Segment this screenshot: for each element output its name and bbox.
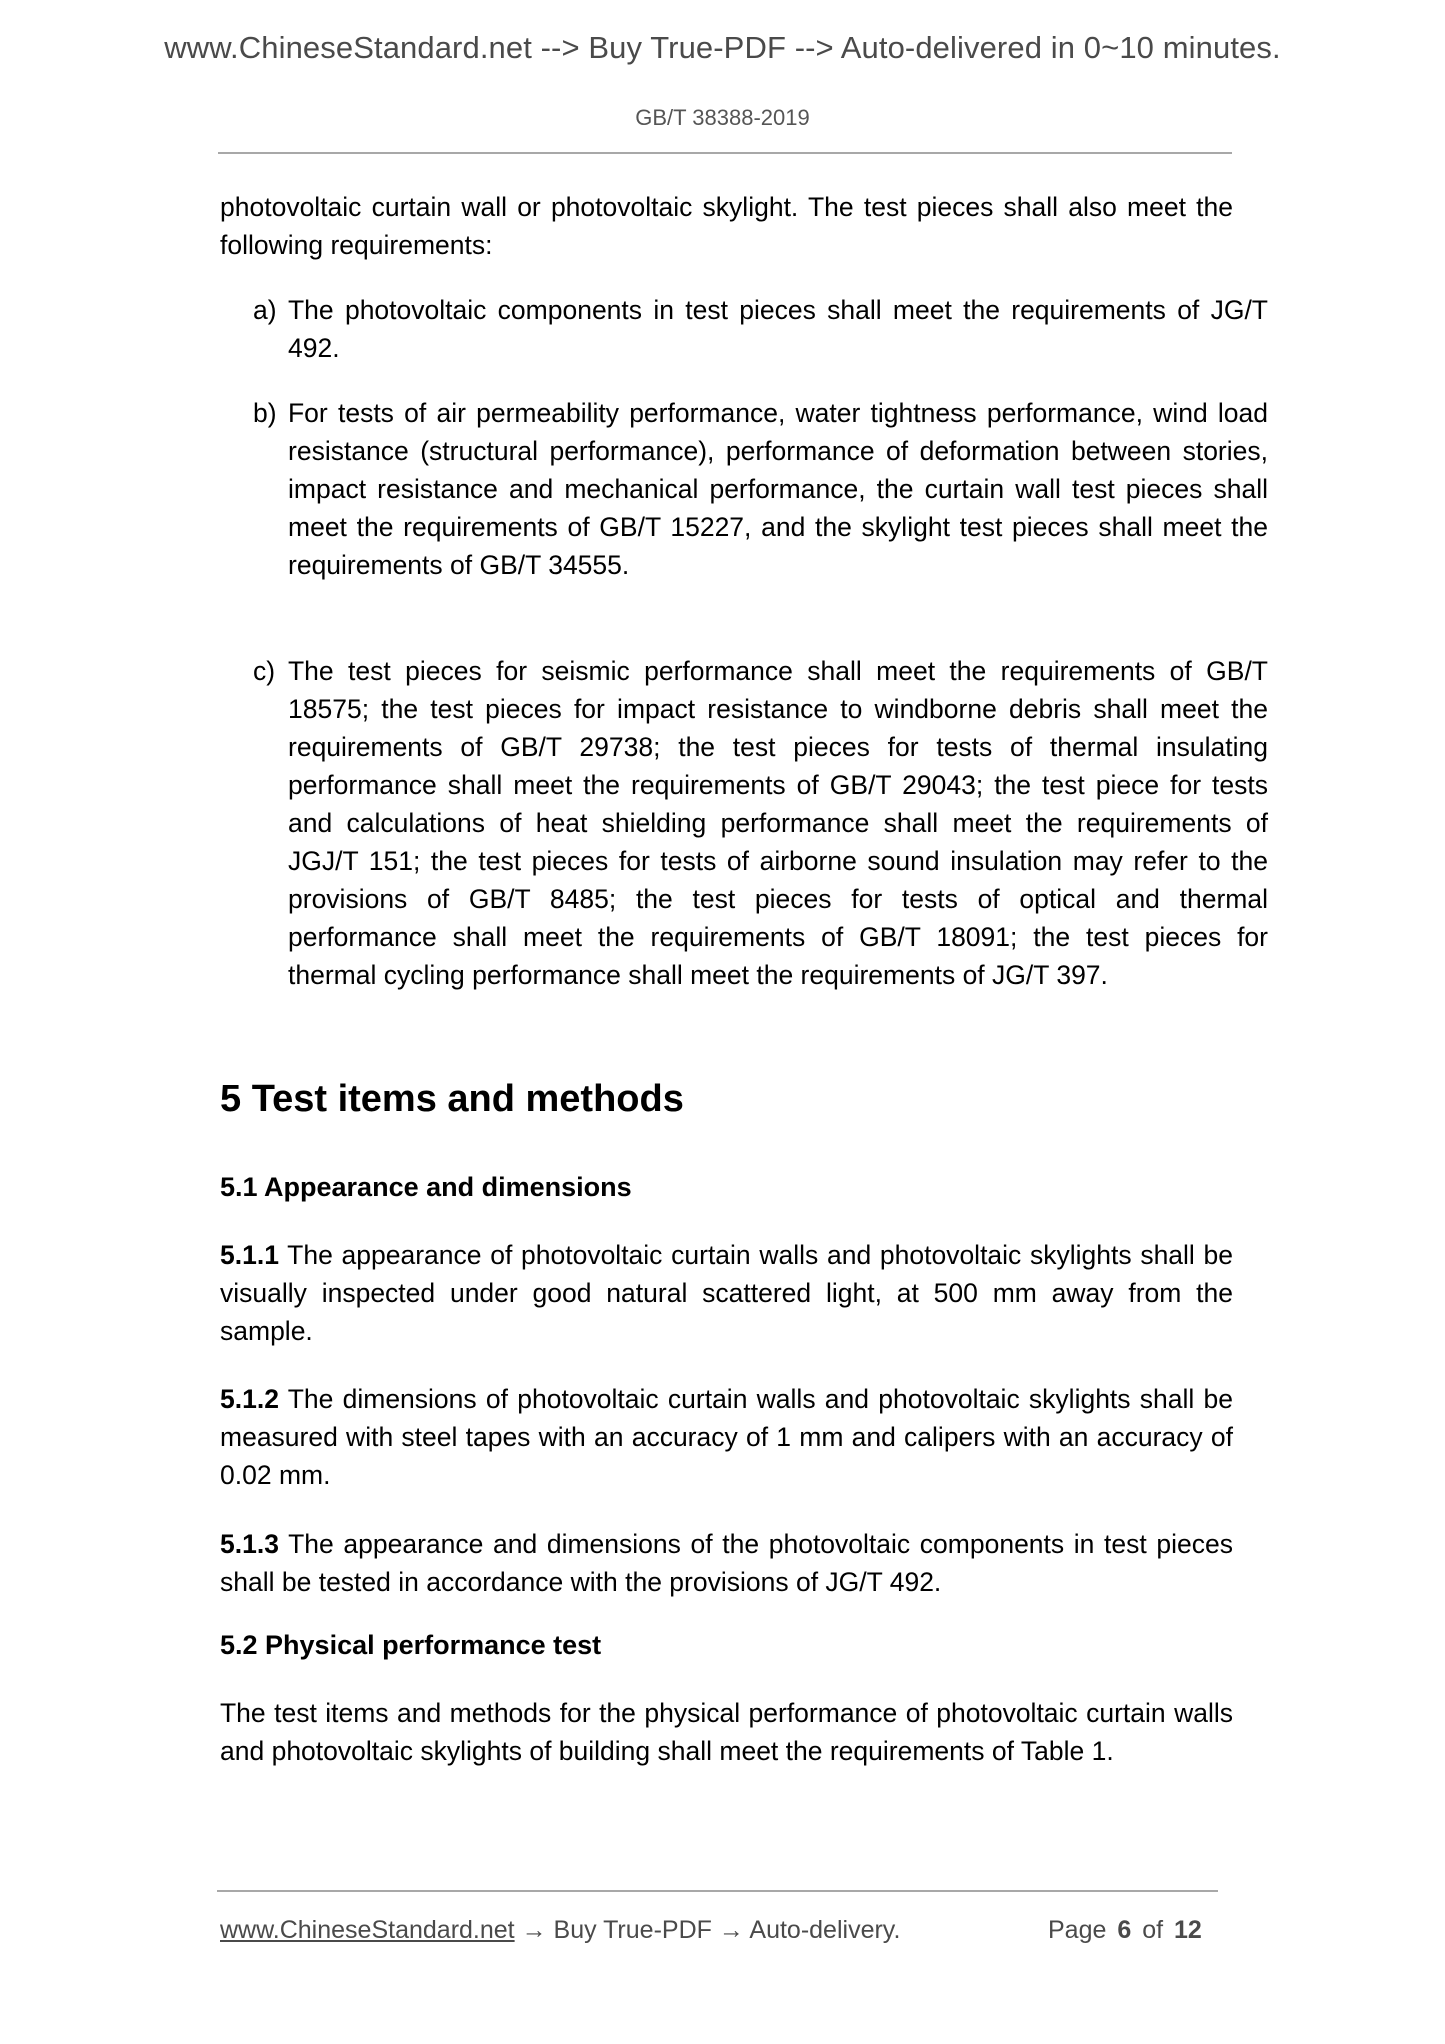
section-5-2-paragraph: The test items and methods for the physical performance of photovoltaic curtain walls and photovoltaic skylights of building shall meet the requirements of Table 1. (220, 1698, 1233, 1766)
footer-tagline: → Buy True-PDF → Auto-delivery. (514, 1916, 901, 1944)
clause-text: The appearance and dimensions of the photovoltaic components in test pieces shall be tested in accordance with the provisions of JG/T 492. (220, 1529, 1233, 1597)
clause-text: The dimensions of photovoltaic curtain walls and photovoltaic skylights shall be measured with steel tapes with an accuracy of 1 mm and calipers with an accuracy of 0.02 mm. (220, 1384, 1233, 1490)
clause-number: 5.1.3 (220, 1529, 279, 1559)
clause-text: The appearance of photovoltaic curtain walls and photovoltaic skylights shall be visually inspected under good natural scattered light, at 500 mm away from the sample. (220, 1240, 1233, 1346)
footer-site-link[interactable]: www.ChineseStandard.net (220, 1916, 515, 1944)
list-item-b (253, 394, 1268, 584)
section-5-1-heading: 5.1 Appearance and dimensions (220, 1172, 632, 1202)
page-total: 12 (1174, 1916, 1202, 1944)
list-item-a (253, 291, 1268, 367)
header-divider (218, 152, 1232, 154)
section-5-2-heading: 5.2 Physical performance test (220, 1630, 602, 1660)
page-current: 6 (1117, 1916, 1132, 1944)
clause-number: 5.1.2 (220, 1384, 279, 1414)
clause-5-1-2 (220, 1380, 1233, 1494)
list-marker: b) (253, 398, 277, 428)
footer-divider (217, 1890, 1218, 1892)
section-5-heading: 5 Test items and methods (220, 1078, 684, 1120)
footer-promo (220, 1916, 900, 1945)
page-indicator (1048, 1916, 1202, 1945)
list-item-text: For tests of air permeability performance, water tightness performance, wind load resistance (structural performance), performance of deformation between stories, impact resistance and mechanical performance, the curtain wall test pieces shall meet the requirements of GB/T 15227, and the skylight test pieces shall meet the requirements of GB/T 34555. (288, 398, 1268, 580)
page-label: Page (1048, 1916, 1107, 1944)
clause-number: 5.1.1 (220, 1240, 279, 1270)
list-item-c (253, 652, 1268, 994)
clause-5-1-1 (220, 1236, 1233, 1350)
list-marker: c) (253, 656, 276, 686)
intro-paragraph: photovoltaic curtain wall or photovoltaic skylight. The test pieces shall also meet the following requirements: (220, 192, 1233, 260)
top-banner: www.ChineseStandard.net --> Buy True-PDF --> Auto-delivered in 0~10 minutes. (164, 30, 1281, 65)
clause-5-1-3 (220, 1525, 1233, 1601)
list-item-text: The photovoltaic components in test pieces shall meet the requirements of JG/T 492. (288, 295, 1268, 363)
list-marker: a) (253, 295, 277, 325)
page-of: of (1142, 1916, 1164, 1944)
standard-code: GB/T 38388-2019 (635, 105, 810, 130)
list-item-text: The test pieces for seismic performance shall meet the requirements of GB/T 18575; the test pieces for impact resistance to windborne debris shall meet the requirements of GB/T 29738; the test pieces for tests of thermal insulating performance shall meet the requirements of GB/T 29043; the test piece for tests and calculations of heat shielding performance shall meet the requirements of JGJ/T 151; the test pieces for tests of airborne sound insulation may refer to the provisions of GB/T 8485; the test pieces for tests of optical and thermal performance shall meet the requirements of GB/T 18091; the test pieces for thermal cycling performance shall meet the requirements of JG/T 397. (288, 656, 1268, 990)
